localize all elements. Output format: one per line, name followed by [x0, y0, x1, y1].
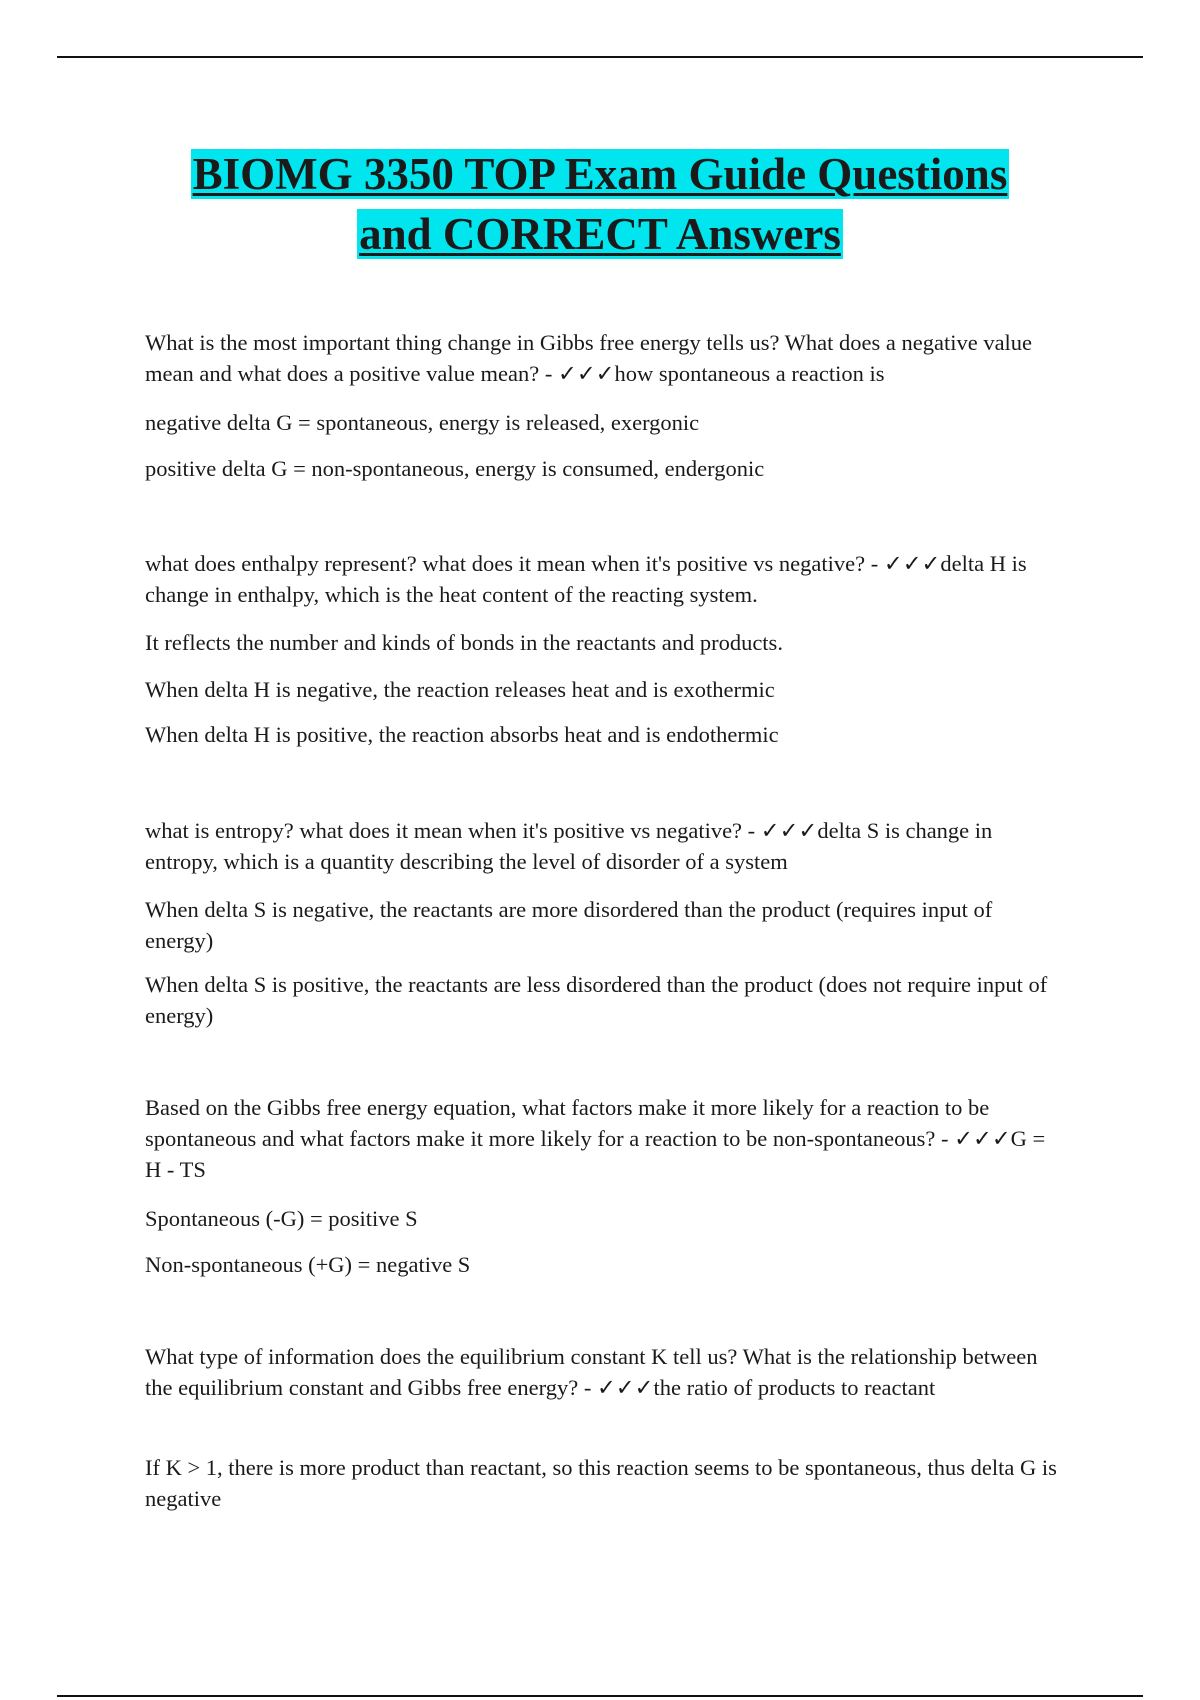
answer-3-detail-2: When delta S is positive, the reactants are less disordered than the product (does not require input of energy)	[145, 972, 1048, 1028]
document-title	[60, 144, 1140, 264]
answer-1-detail-2: positive delta G = non-spontaneous, energy is consumed, endergonic	[145, 456, 765, 481]
answer-1-detail-1: negative delta G = spontaneous, energy is released, exergonic	[145, 410, 700, 435]
bottom-rule	[57, 1695, 1143, 1697]
question-3: what is entropy? what does it mean when it's positive vs negative? - ✓✓✓delta S is change in entropy, which is a quantity describing the level of disorder of a system	[145, 818, 993, 874]
title-line-1: BIOMG 3350 TOP Exam Guide Questions	[192, 149, 1008, 199]
question-1: What is the most important thing change in Gibbs free energy tells us? What does a negative value mean and what does a positive value mean? - ✓✓✓how spontaneous a reaction is	[145, 330, 1033, 386]
top-rule	[57, 56, 1143, 58]
answer-3-detail-1: When delta S is negative, the reactants are more disordered than the product (requires input of energy)	[145, 897, 993, 953]
answer-4-detail-2: Non-spontaneous (+G) = negative S	[145, 1252, 471, 1277]
question-5: What type of information does the equilibrium constant K tell us? What is the relationship between the equilibrium constant and Gibbs free energy? - ✓✓✓the ratio of products to reactant	[145, 1344, 1038, 1400]
answer-5-detail-1: If K > 1, there is more product than reactant, so this reaction seems to be spontaneous, thus delta G is negative	[145, 1455, 1057, 1511]
answer-4-detail-1: Spontaneous (-G) = positive S	[145, 1206, 418, 1231]
answer-2-detail-3: When delta H is positive, the reaction absorbs heat and is endothermic	[145, 722, 779, 747]
question-4: Based on the Gibbs free energy equation, what factors make it more likely for a reaction to be spontaneous and what factors make it more likely for a reaction to be non-spontaneous? - ✓✓✓G = H - TS	[145, 1095, 1046, 1182]
answer-2-detail-2: When delta H is negative, the reaction releases heat and is exothermic	[145, 677, 775, 702]
title-line-2: and CORRECT Answers	[359, 209, 841, 259]
question-2: what does enthalpy represent? what does it mean when it's positive vs negative? - ✓✓✓delta H is change in enthalpy, which is the heat content of the reacting system.	[145, 551, 1027, 607]
answer-2-detail-1: It reflects the number and kinds of bonds in the reactants and products.	[145, 630, 783, 655]
